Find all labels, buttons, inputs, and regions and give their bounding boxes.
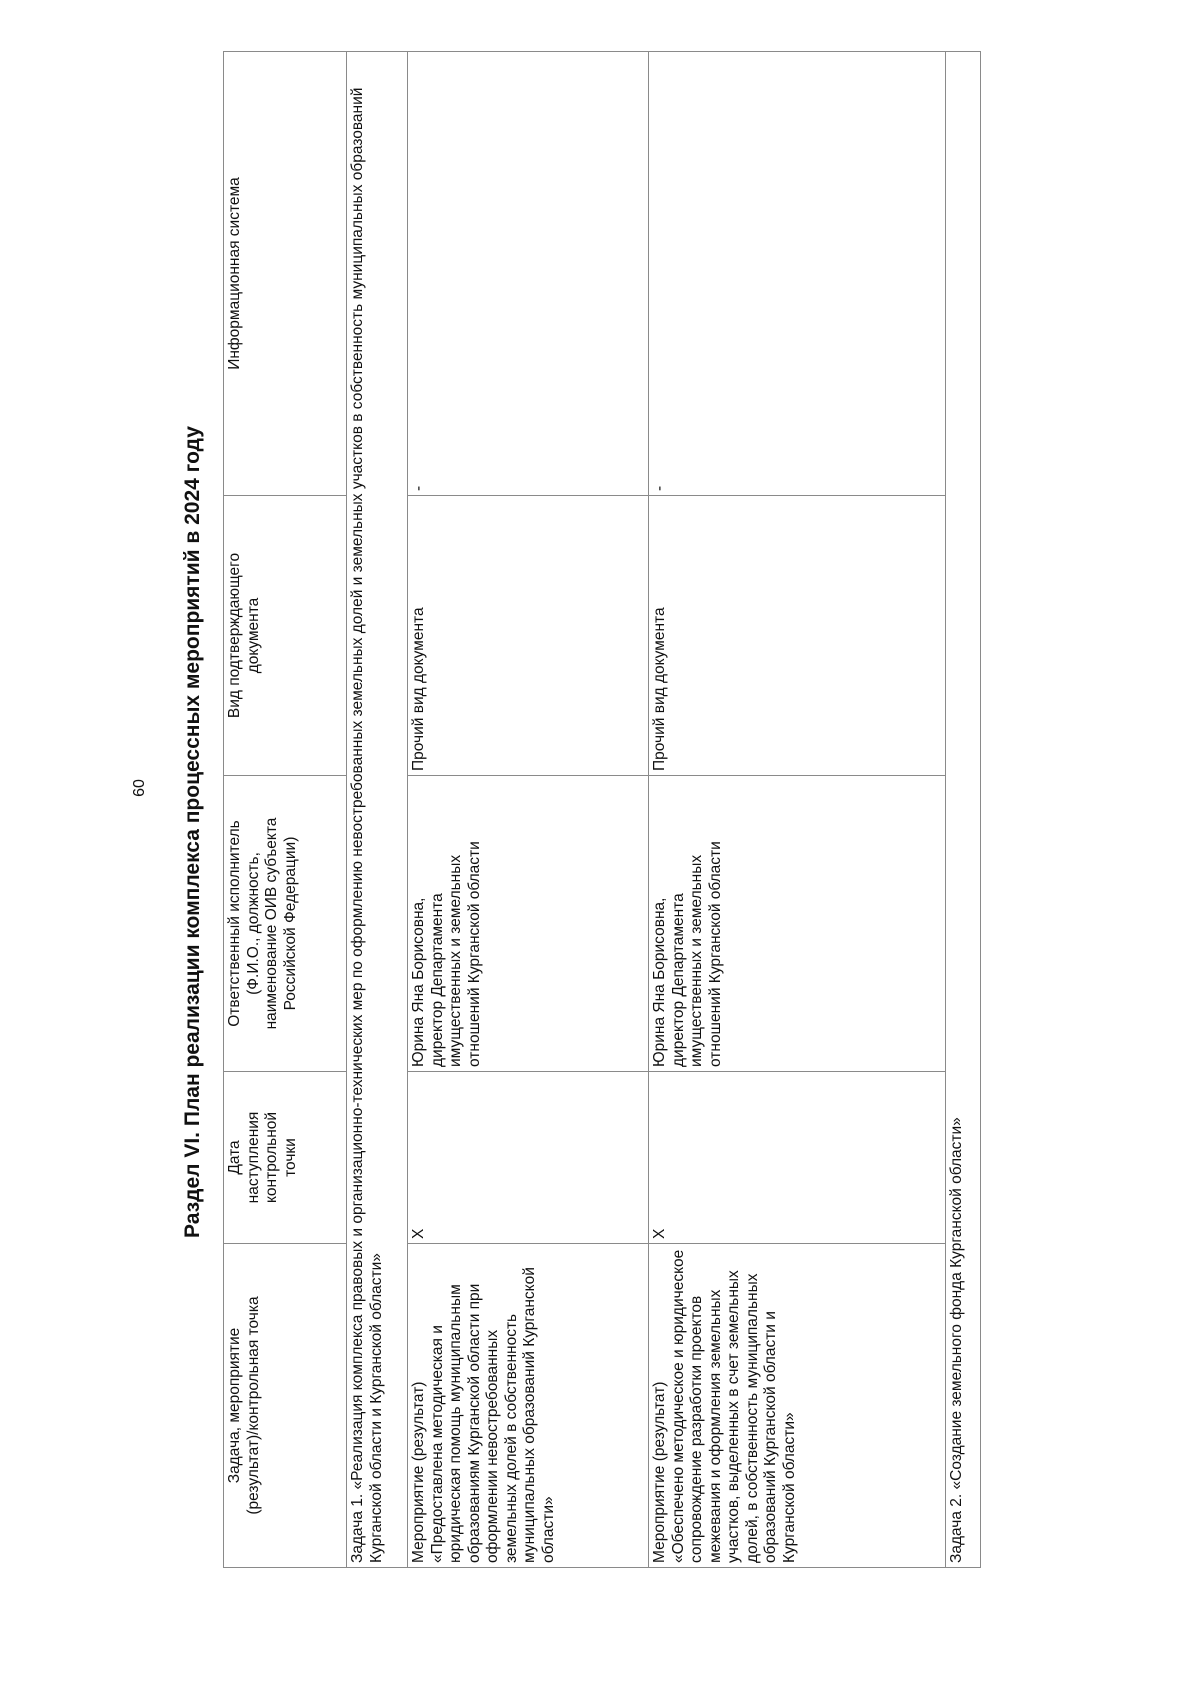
task-1-row	[347, 52, 408, 1568]
document-cell: Прочий вид документа	[408, 496, 649, 776]
info-system-cell: -	[649, 52, 946, 496]
responsible-cell: Юрина Яна Борисовна, директор Департамента имущественных и земельных отношений Курганской области	[408, 776, 649, 1072]
header-responsible: Ответственный исполнитель (Ф.И.О., должность, наименование ОИВ субъекта Российской Федерации)	[224, 776, 347, 1072]
date-cell: X	[408, 1072, 649, 1244]
info-system-cell: -	[408, 52, 649, 496]
header-task-event: Задача, мероприятие (результат)/контрольная точка	[224, 1244, 347, 1568]
date-cell: X	[649, 1072, 946, 1244]
header-info-system: Информационная система	[224, 52, 347, 496]
plan-table	[223, 51, 981, 1568]
task-2-row	[946, 52, 981, 1568]
event-cell: Мероприятие (результат) «Предоставлена методическая и юридическая помощь муниципальным образованиям Курганской области при оформлении невостребованных земельных долей в собственность муниципальных образований Курганской области»	[408, 1244, 649, 1568]
rotated-page-content	[173, 52, 965, 1612]
header-date: Дата наступления контрольной точки	[224, 1072, 347, 1244]
responsible-cell: Юрина Яна Борисовна, директор Департамента имущественных и земельных отношений Курганской области	[649, 776, 946, 1072]
table-row	[408, 52, 649, 1568]
task-1-text: Задача 1. «Реализация комплекса правовых и организационно-технических мер по оформлению невостребованных земельных долей и земельных участков в собственность муниципальных образований Курганской области и Курганской области»	[347, 52, 408, 1568]
section-title: Раздел VI. План реализации комплекса процессных мероприятий в 2024 году	[181, 426, 204, 1238]
page-number: 60	[131, 779, 148, 797]
table-header-row	[224, 52, 347, 1568]
header-document: Вид подтверждающего документа	[224, 496, 347, 776]
task-2-text: Задача 2. «Создание земельного фонда Курганской области»	[946, 52, 981, 1568]
table-row	[649, 52, 946, 1568]
event-cell: Мероприятие (результат) «Обеспечено методическое и юридическое сопровождение разработки проектов межевания и оформления земельных участков, выделенных в счет земельных долей, в собственность муниципальных образований Курганской области и Курганской области»	[649, 1244, 946, 1568]
document-cell: Прочий вид документа	[649, 496, 946, 776]
